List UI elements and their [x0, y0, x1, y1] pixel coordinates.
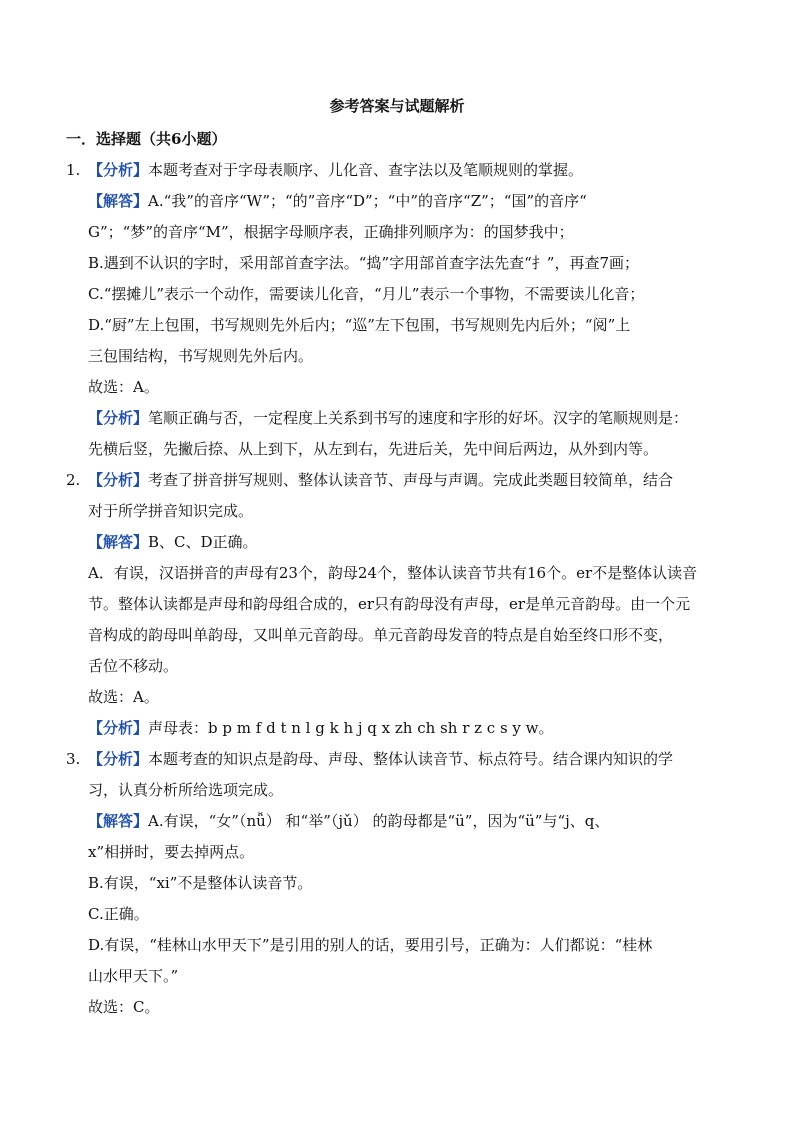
q1-option-c: C.“摆摊儿”表示一个动作，需要读儿化音，“月儿”表示一个事物，不需要读儿化音； — [88, 285, 645, 303]
q1-number: 1. — [66, 161, 81, 179]
q1-option-d-line-2: 三包围结构，书写规则先外后内。 — [88, 347, 314, 365]
answer-tag: 【解答】 — [88, 192, 149, 210]
q2-option-a-line-4: 舌位不移动。 — [88, 657, 179, 675]
answer-tag: 【解答】 — [88, 812, 149, 830]
q2-choice: 故选：A。 — [88, 688, 159, 706]
q3-analysis-line-2: 习，认真分析所给选项完成。 — [88, 781, 284, 799]
section-heading: 一．选择题（共6小题） — [66, 130, 227, 148]
q1-answer-line-2: G”；“梦”的音序“M”，根据字母顺序表，正确排列顺序为：的国梦我中； — [88, 223, 574, 241]
q2-note: 【分析】声母表：b p m f d t n l g k h j q x zh ch sh r z c s y w。 — [88, 719, 554, 737]
q3-option-d-line-1: D.有误，“桂林山水甲天下”是引用的别人的话，要用引号，正确为：人们都说：“桂林 — [88, 936, 653, 954]
q1-note-line-2: 先横后竖，先撇后捺、从上到下，从左到右，先进后关，先中间后两边，从外到内等。 — [88, 440, 659, 458]
q3-answer-line-1: 【解答】A.有误，“女”（nǚ） 和“举”（jǔ） 的韵母都是“ü”，因为“ü”与“j、q、 — [88, 812, 610, 830]
q2-option-a-line-2: 节。整体认读都是声母和韵母组合成的，er只有韵母没有声母，er是单元音韵母。由一个元 — [88, 595, 691, 613]
q3-number: 3. — [66, 750, 81, 768]
analysis-tag: 【分析】 — [88, 409, 149, 427]
analysis-tag: 【分析】 — [88, 471, 149, 489]
q2-analysis-line-2: 对于所学拼音知识完成。 — [88, 502, 254, 520]
q1-option-d-line-1: D.“厨”左上包围，书写规则先外后内；“巡”左下包围，书写规则先内后外；“阅”上 — [88, 316, 631, 334]
q1-option-b: B.遇到不认识的字时，采用部首查字法。“捣”字用部首查字法先查“扌”，再查7画； — [88, 254, 640, 272]
analysis-tag: 【分析】 — [88, 719, 149, 737]
q2-number: 2. — [66, 471, 81, 489]
q2-answer: 【解答】B、C、D正确。 — [88, 533, 258, 551]
analysis-tag: 【分析】 — [88, 161, 149, 179]
answer-tag: 【解答】 — [88, 533, 149, 551]
q1-note-line-1: 【分析】笔顺正确与否，一定程度上关系到书写的速度和字形的好坏。汉字的笔顺规则是： — [88, 409, 689, 427]
page-title: 参考答案与试题解析 — [329, 97, 465, 115]
analysis-tag: 【分析】 — [88, 750, 149, 768]
q1-answer-line-1: 【解答】A.“我”的音序“W”；“的”音序“D”；“中”的音序“Z”；“国”的音序“ — [88, 192, 587, 210]
q3-option-b: B.有误，“xi”不是整体认读音节。 — [88, 874, 313, 892]
q1-choice: 故选：A。 — [88, 378, 159, 396]
q2-option-a-line-3: 音构成的韵母叫单韵母，又叫单元音韵母。单元音韵母发音的特点是自始至终口形不变， — [88, 626, 674, 644]
q3-analysis-line-1: 3. 【分析】本题考查的知识点是韵母、声母、整体认读音节、标点符号。结合课内知识的学 — [66, 750, 674, 768]
q1-analysis: 1. 【分析】本题考查对于字母表顺序、儿化音、查字法以及笔顺规则的掌握。 — [66, 161, 584, 179]
q2-analysis-line-1: 2. 【分析】考查了拼音拼写规则、整体认读音节、声母与声调。完成此类题目较简单，结合 — [66, 471, 674, 489]
q2-option-a-line-1: A．有误，汉语拼音的声母有23个，韵母24个，整体认读音节共有16个。er不是整体认读音 — [88, 564, 698, 582]
q3-choice: 故选：C。 — [88, 998, 160, 1016]
q3-option-d-line-2: 山水甲天下。” — [88, 967, 179, 985]
q3-option-c: C.正确。 — [88, 905, 149, 923]
q3-answer-line-2: x”相拼时，要去掉两点。 — [88, 843, 255, 861]
